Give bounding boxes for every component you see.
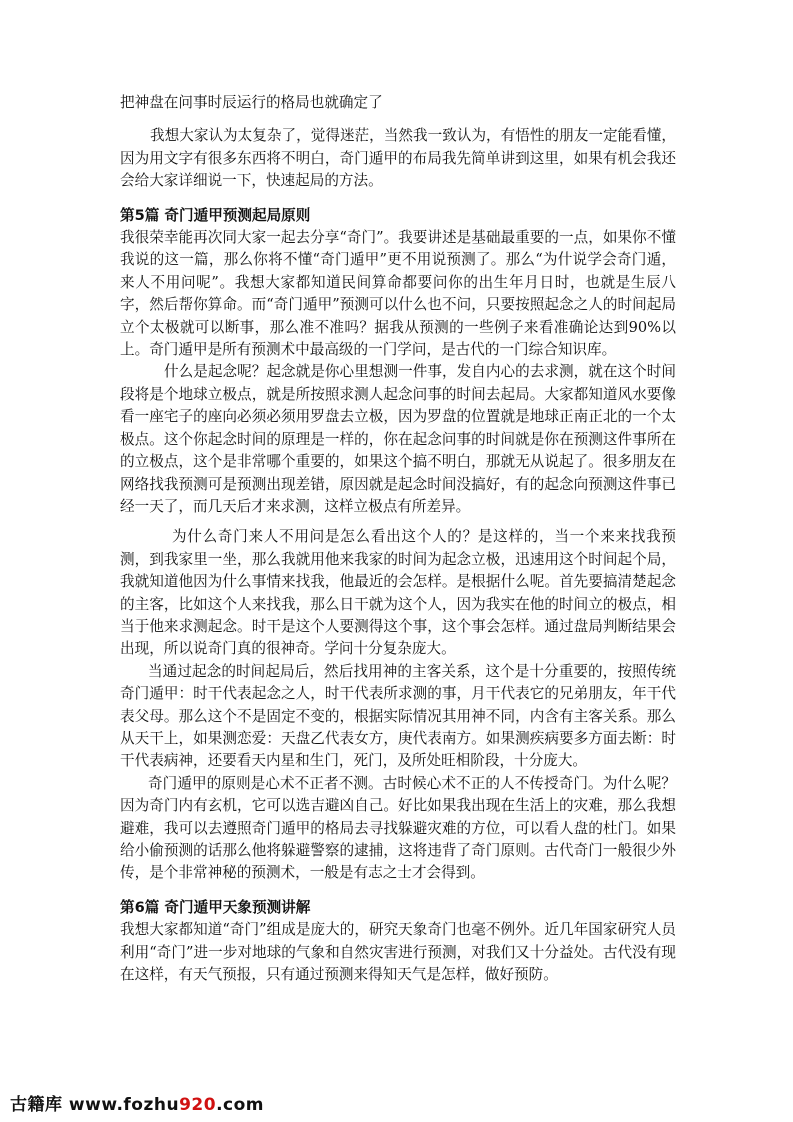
spacer xyxy=(120,518,676,526)
spacer xyxy=(120,193,676,205)
section-heading-6: 第6篇 奇门遁甲天象预测讲解 xyxy=(120,898,311,916)
paragraph-5-5: 奇门遁甲的原则是心术不正者不测。古时候心术不正的人不传授奇门。为什么呢？因为奇门内有玄机，它可以选吉避凶自己。好比如果我出现在生活上的灾难，那么我想避难，我可以去遵照奇门遁甲的格局去寻找躲避灾难的方位，可以看人盘的杜门。如果给小偷预测的话那么他将躲避警察的逮捕，这将违背了奇门原则。古代奇门一般很少外传，是个非常神秘的预测术，一般是有志之士才会得到。 xyxy=(120,774,676,882)
paragraph-continuation: 把神盘在问事时辰运行的格局也就确定了 xyxy=(120,94,383,111)
paragraph-5-1: 我很荣幸能再次同大家一起去分享“奇门”。我要讲述是基础最重要的一点，如果你不懂我说的这一篇，那么你将不懂“奇门遁甲”更不用说预测了。那么“为什说学会奇门遁，来人不用问呢”。我想大家都知道民间算命都要问你的出生年月日时，也就是生辰八字，然后帮你算命。而“奇门遁甲”预测可以什么也不问，只要按照起念之人的时间起局立个太极就可以断事，那么准不准吗？据我从预测的一些例子来看准确论达到90%以上。奇门遁甲是所有预测术中最高级的一门学问，是古代的一门综合知识库。 xyxy=(120,229,676,359)
footer-number: 920 xyxy=(179,1095,217,1115)
site-footer-watermark xyxy=(10,1090,264,1115)
footer-suffix: .com xyxy=(216,1095,265,1115)
paragraph-5-4: 当通过起念的时间起局后，然后找用神的主客关系，这个是十分重要的，按照传统奇门遁甲：时干代表起念之人，时干代表所求测的事，月干代表它的兄弟朋友，年干代表父母。那么这个不是固定不变的，根据实际情况其用神不同，内含有主客关系。那么从天干上，如果测恋爱：天盘乙代表女方，庚代表南方。如果测疾病要多方面去断：时干代表病神，还要看天内星和生门，死门，及所处旺相阶段，十分庞大。 xyxy=(120,662,676,770)
paragraph-5-2: 什么是起念呢？起念就是你心里想测一件事，发自内心的去求测，就在这个时间段将是个地球立极点，就是所按照求测人起念问事的时间去起局。大家都知道风水要像看一座宅子的座向必须必须用罗盘去立极，因为罗盘的位置就是地球正南正北的一个太极点。这个你起念时间的原理是一样的，你在起念问事的时间就是你在预测这件事所在的立极点，这个是非常哪个重要的，如果这个搞不明白，那就无从说起了。很多朋友在网络找我预测可是预测出现差错，原因就是起念时间没搞好，有的起念向预测这件事已经一天了，而几天后才来求测，这样立极点有所差异。 xyxy=(120,363,676,515)
section-heading-5: 第5篇 奇门遁甲预测起局原则 xyxy=(120,206,311,224)
paragraph-5-3: 为什么奇门来人不用问是怎么看出这个人的？是这样的，当一个来来找我预测，到我家里一坐，那么我就用他来我家的时间为起念立极，迅速用这个时间起个局，我就知道他因为什么事情来找我，他最近的会怎样。是根据什么呢。首先要搞清楚起念的主客，比如这个人来找我，那么日干就为这个人，因为我实在他的时间立的极点，相当于他来求测起念。时干是这个人要测得这个事，这个事会怎样。通过盘局判断结果会出现，所以说奇门真的很神奇。学问十分复杂庞大。 xyxy=(120,528,676,658)
document-body xyxy=(120,92,676,986)
paragraph-intro: 我想大家认为太复杂了，觉得迷茫，当然我一致认为，有悟性的朋友一定能看懂，因为用文字有很多东西将不明白，奇门遁甲的布局我先简单讲到这里，如果有机会我还会给大家详细说一下，快速起局的方法。 xyxy=(120,127,676,190)
footer-prefix: 古籍库 www.fozhu xyxy=(10,1095,180,1115)
paragraph-6-1: 我想大家都知道“奇门”组成是庞大的，研究天象奇门也毫不例外。近几年国家研究人员利用“奇门”进一步对地球的气象和自然灾害进行预测，对我们又十分益处。古代没有现在这样，有天气预报，只有通过预测来得知天气是怎样，做好预防。 xyxy=(120,921,676,984)
spacer xyxy=(120,885,676,897)
